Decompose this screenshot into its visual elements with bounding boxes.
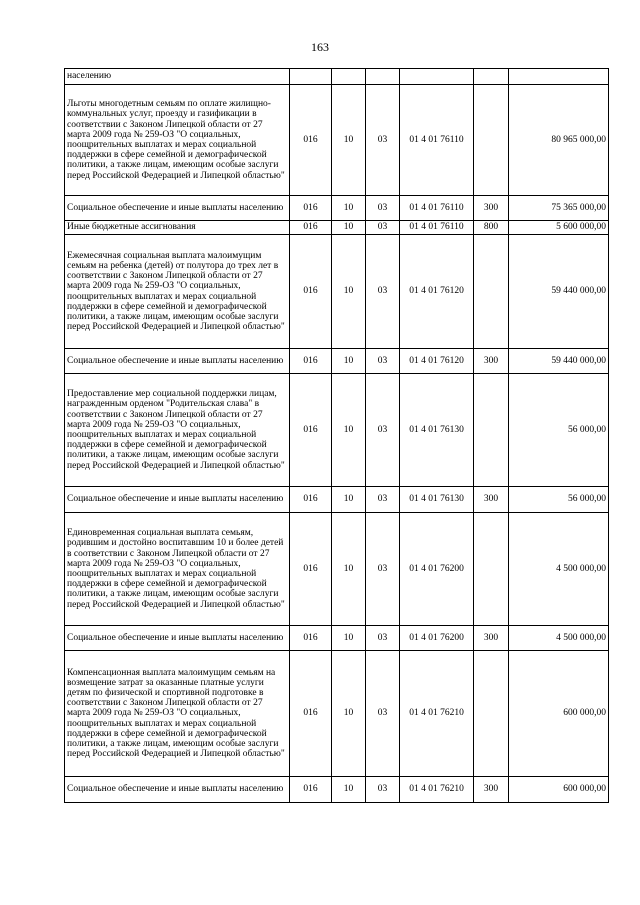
row-name: населению [65,69,290,85]
table-row [65,69,609,85]
row-name: Льготы многодетным семьям по оплате жилищно-коммунальных услуг, проезду и газификации в соответствии с Законом Липецкой области от 27 марта 2009 года № 259-ОЗ "О социальных, поощрительных выплатах и мерах социальной поддержки в сфере семейной и демографической политики, а также лицам, имеющим особые заслуги перед Российской Федерацией и Липецкой областью" [65,85,290,196]
expense-type: 800 [474,221,509,235]
expense-type [474,513,509,626]
target-code: 01 4 01 76200 [400,626,474,651]
target-code: 01 4 01 76130 [400,374,474,487]
subsection-code: 03 [366,196,400,221]
target-code: 01 4 01 76110 [400,221,474,235]
row-name: Единовременная социальная выплата семьям, родившим и достойно воспитавшим 10 и более детей в соответствии с Законом Липецкой области от 27 марта 2009 года № 259-ОЗ "О социальных, поощрительных выплатах и мерах социальной поддержки в сфере семейной и демографической политики, а также лицам, имеющим особые заслуги перед Российской Федерацией и Липецкой областью" [65,513,290,626]
subsection-code: 03 [366,85,400,196]
ministry-code: 016 [290,221,332,235]
subsection-code [366,69,400,85]
amount: 56 000,00 [509,374,609,487]
ministry-code: 016 [290,626,332,651]
table-row [65,513,609,626]
row-name: Предоставление мер социальной поддержки лицам, награжденным орденом "Родительская слава" в соответствии с Законом Липецкой области от 27 марта 2009 года № 259-ОЗ "О социальных, поощрительных выплатах и мерах социальной поддержки в сфере семейной и демографической политики, а также лицам, имеющим особые заслуги перед Российской Федерацией и Липецкой областью" [65,374,290,487]
target-code [400,69,474,85]
row-name: Ежемесячная социальная выплата малоимущим семьям на ребенка (детей) от полутора до трех лет в соответствии с Законом Липецкой области от 27 марта 2009 года № 259-ОЗ "О социальных, поощрительных выплатах и мерах социальной поддержки в сфере семейной и демографической политики, а также лицам, имеющим особые заслуги перед Российской Федерацией и Липецкой областью" [65,235,290,349]
section-code [332,69,366,85]
target-code: 01 4 01 76210 [400,651,474,777]
amount: 59 440 000,00 [509,349,609,374]
budget-table [64,68,609,803]
expense-type [474,374,509,487]
expense-type: 300 [474,777,509,803]
section-code: 10 [332,374,366,487]
table-row [65,85,609,196]
target-code: 01 4 01 76120 [400,235,474,349]
target-code: 01 4 01 76210 [400,777,474,803]
subsection-code: 03 [366,374,400,487]
table-row [65,651,609,777]
table-row [65,235,609,349]
amount: 4 500 000,00 [509,513,609,626]
subsection-code: 03 [366,513,400,626]
ministry-code: 016 [290,196,332,221]
target-code: 01 4 01 76110 [400,196,474,221]
row-name: Социальное обеспечение и иные выплаты населению [65,349,290,374]
ministry-code: 016 [290,235,332,349]
ministry-code: 016 [290,374,332,487]
amount: 4 500 000,00 [509,626,609,651]
ministry-code [290,69,332,85]
expense-type [474,651,509,777]
amount [509,69,609,85]
table-row [65,777,609,803]
section-code: 10 [332,651,366,777]
ministry-code: 016 [290,349,332,374]
subsection-code: 03 [366,349,400,374]
page-number: 163 [311,40,329,54]
section-code: 10 [332,513,366,626]
row-name: Социальное обеспечение и иные выплаты населению [65,626,290,651]
ministry-code: 016 [290,513,332,626]
subsection-code: 03 [366,221,400,235]
target-code: 01 4 01 76200 [400,513,474,626]
row-name: Социальное обеспечение и иные выплаты населению [65,487,290,513]
subsection-code: 03 [366,777,400,803]
table-row [65,221,609,235]
expense-type: 300 [474,196,509,221]
section-code: 10 [332,196,366,221]
expense-type [474,235,509,349]
ministry-code: 016 [290,487,332,513]
subsection-code: 03 [366,487,400,513]
section-code: 10 [332,235,366,349]
table-row [65,374,609,487]
amount: 75 365 000,00 [509,196,609,221]
expense-type [474,85,509,196]
amount: 5 600 000,00 [509,221,609,235]
ministry-code: 016 [290,651,332,777]
section-code: 10 [332,221,366,235]
amount: 56 000,00 [509,487,609,513]
table-row [65,349,609,374]
section-code: 10 [332,85,366,196]
amount: 600 000,00 [509,777,609,803]
section-code: 10 [332,487,366,513]
expense-type: 300 [474,626,509,651]
target-code: 01 4 01 76120 [400,349,474,374]
table-row [65,487,609,513]
row-name: Социальное обеспечение и иные выплаты населению [65,196,290,221]
subsection-code: 03 [366,235,400,349]
amount: 80 965 000,00 [509,85,609,196]
table-row [65,196,609,221]
amount: 600 000,00 [509,651,609,777]
section-code: 10 [332,626,366,651]
target-code: 01 4 01 76110 [400,85,474,196]
subsection-code: 03 [366,626,400,651]
expense-type: 300 [474,487,509,513]
ministry-code: 016 [290,777,332,803]
amount: 59 440 000,00 [509,235,609,349]
section-code: 10 [332,777,366,803]
row-name: Иные бюджетные ассигнования [65,221,290,235]
ministry-code: 016 [290,85,332,196]
expense-type: 300 [474,349,509,374]
section-code: 10 [332,349,366,374]
expense-type [474,69,509,85]
row-name: Компенсационная выплата малоимущим семьям на возмещение затрат за оказанные платные услуги детям по физической и спортивной подготовке в соответствии с Законом Липецкой области от 27 марта 2009 года № 259-ОЗ "О социальных, поощрительных выплатах и мерах социальной поддержки в сфере семейной и демографической политики, а также лицам, имеющим особые заслуги перед Российской Федерацией и Липецкой областью" [65,651,290,777]
subsection-code: 03 [366,651,400,777]
row-name: Социальное обеспечение и иные выплаты населению [65,777,290,803]
target-code: 01 4 01 76130 [400,487,474,513]
table-row [65,626,609,651]
